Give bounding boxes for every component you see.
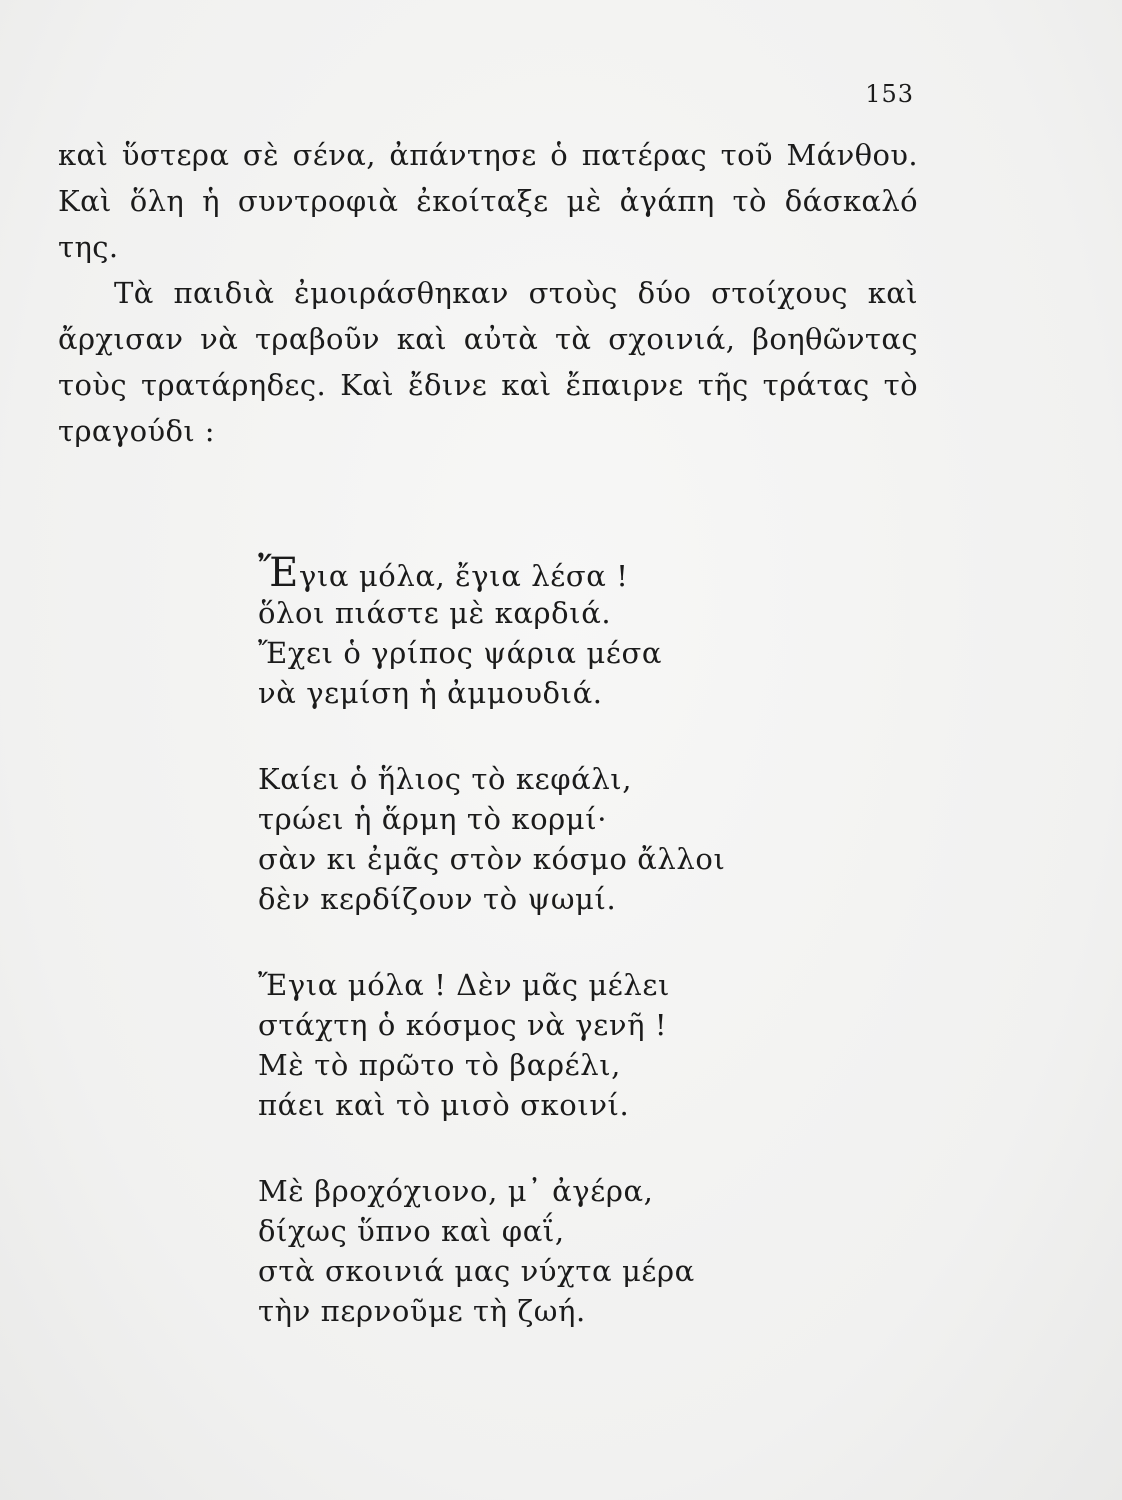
prose-block bbox=[58, 132, 918, 454]
prose-paragraph-2: Τὰ παιδιὰ ἐμοιράσθηκαν στοὺς δύο στοίχους καὶ ἄρχισαν νὰ τραβοῦν καὶ αὐτὰ τὰ σχοινιά, βοηθῶντας τοὺς τρατάρηδες. Καὶ ἔδινε καὶ ἔπαιρνε τῆς τράτας τὸ τραγούδι : bbox=[58, 276, 918, 448]
poem-line: ὅλοι πιάστε μὲ καρδιά. bbox=[258, 596, 612, 630]
poem-line: πάει καὶ τὸ μισὸ σκοινί. bbox=[258, 1088, 630, 1122]
poem-line-text: για μόλα, ἔγια λέσα ! bbox=[298, 559, 629, 593]
poem-line: Ἔχει ὁ γρίπος ψάρια μέσα bbox=[258, 636, 663, 670]
poem-line: Μὲ τὸ πρῶτο τὸ βαρέλι, bbox=[258, 1048, 621, 1082]
poem bbox=[258, 550, 726, 1377]
poem-line: δὲν κερδίζουν τὸ ψωμί. bbox=[258, 882, 617, 916]
poem-line: σὰν κι ἐμᾶς στὸν κόσμο ἄλλοι bbox=[258, 842, 726, 876]
poem-line: Ἔγια μόλα ! Δὲν μᾶς μέλει bbox=[258, 968, 670, 1002]
poem-stanza-3 bbox=[258, 965, 725, 1125]
poem-stanza-1 bbox=[258, 550, 725, 713]
poem-line bbox=[258, 550, 725, 596]
poem-stanza-4 bbox=[258, 1171, 725, 1331]
poem-line: τὴν περνοῦμε τὴ ζωή. bbox=[258, 1294, 586, 1328]
page-number: 153 bbox=[865, 80, 914, 108]
poem-line: στὰ σκοινιά μας νύχτα μέρα bbox=[258, 1254, 695, 1288]
prose-paragraph-1: καὶ ὕστερα σὲ σένα, ἀπάντησε ὁ πατέρας τοῦ Μάνθου. Καὶ ὅλη ἡ συντροφιὰ ἐκοίταξε μὲ ἀγάπη τὸ δάσκαλό της. bbox=[58, 138, 918, 264]
poem-line: Μὲ βροχόχιονο, μ᾽ ἀγέρα, bbox=[258, 1174, 654, 1208]
poem-stanza-2 bbox=[258, 759, 725, 919]
poem-line: στάχτη ὁ κόσμος νὰ γενῆ ! bbox=[258, 1008, 668, 1042]
poem-line: Καίει ὁ ἥλιος τὸ κεφάλι, bbox=[258, 762, 633, 796]
poem-line: δίχως ὕπνο καὶ φαΐ, bbox=[258, 1214, 565, 1248]
poem-line: τρώει ἡ ἅρμη τὸ κορμί· bbox=[258, 802, 608, 836]
drop-cap: Ἔ bbox=[258, 550, 299, 596]
poem-line: νὰ γεμίση ἡ ἀμμουδιά. bbox=[258, 676, 603, 710]
